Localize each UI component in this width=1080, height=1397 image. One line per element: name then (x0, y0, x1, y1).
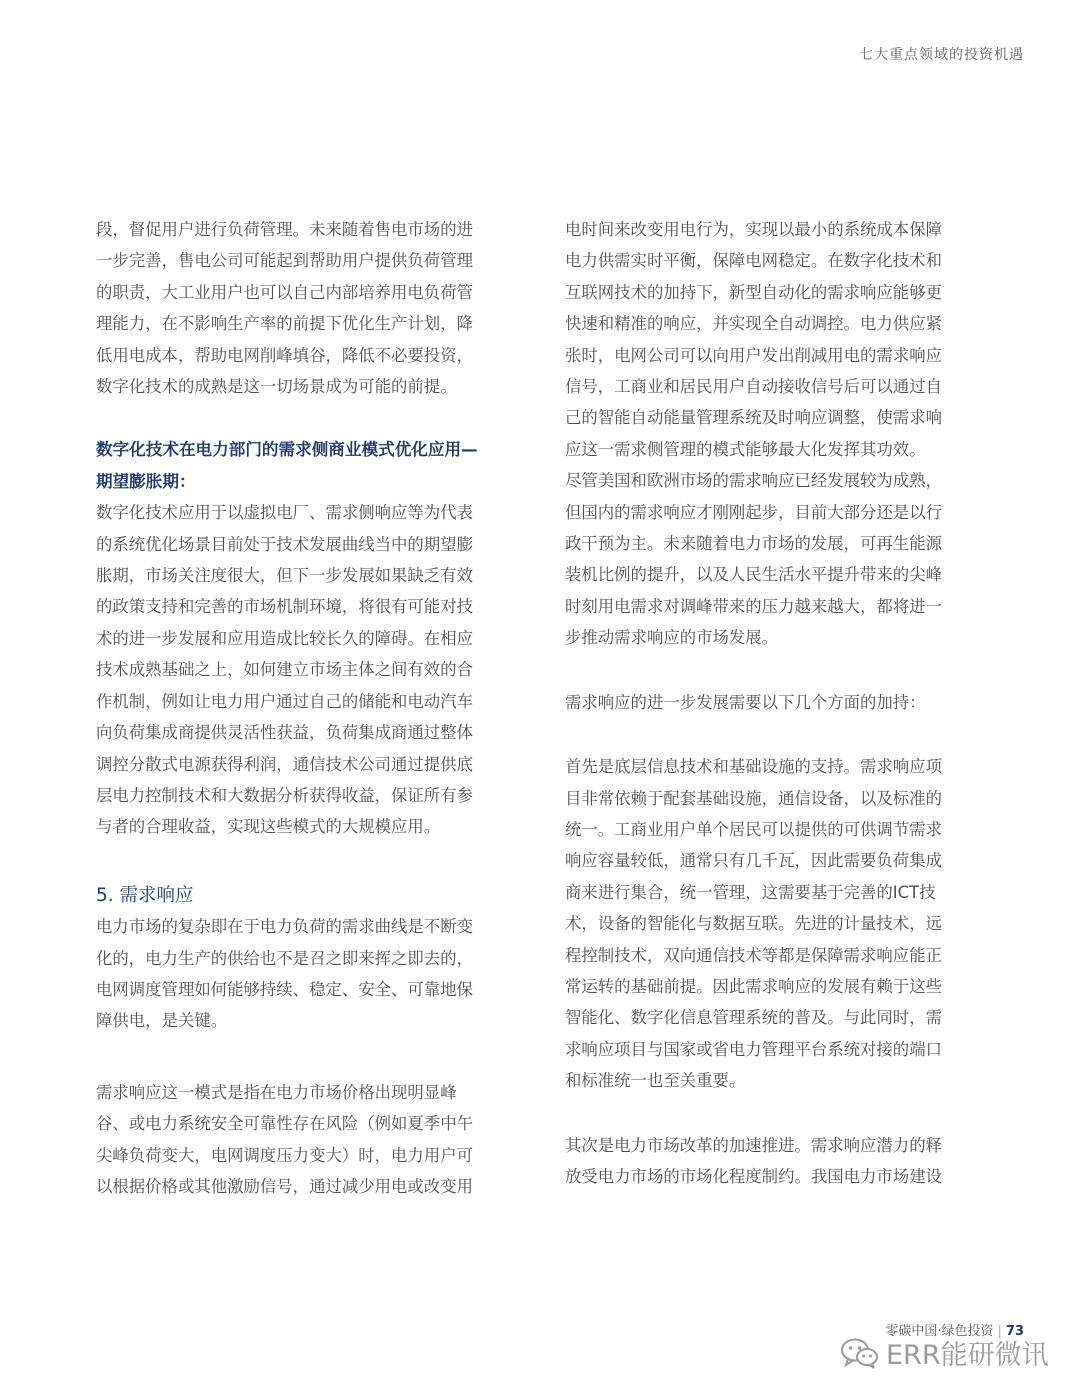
text-line: 己的智能自动能量管理系统及时响应调整，使需求响 (565, 408, 942, 428)
text-line: 的系统优化场景目前处于技术发展曲线当中的期望膨 (96, 534, 473, 554)
text-line: 与者的合理收益，实现这些模式的大规模应用。 (96, 817, 441, 837)
left-column (96, 214, 506, 1202)
section-title: 5. 需求响应 (96, 884, 194, 906)
watermark (840, 1333, 1049, 1372)
text-line: 快速和精准的响应，并实现全自动调控。电力供应紧 (565, 314, 942, 334)
text-line: 统一。工商业用户单个居民可以提供的可供调节需求 (565, 819, 942, 839)
paragraph-4 (565, 1130, 977, 1193)
text-line: 电网调度管理如何能够持续、稳定、安全、可靠地保 (96, 979, 473, 999)
text-line: 需求响应的进一步发展需要以下几个方面的加持： (565, 692, 926, 712)
subheading-line: 期望膨胀期： (96, 471, 196, 491)
text-line: 时刻用电需求对调峰带来的压力越来越大，都将进一 (565, 596, 942, 616)
text-line: 求响应项目与国家或省电力管理平台系统对接的端口 (565, 1039, 942, 1059)
text-line: 商来进行集合，统一管理，这需要基于完善的ICT技 (565, 882, 936, 902)
text-line: 互联网技术的加持下，新型自动化的需求响应能够更 (565, 282, 942, 302)
text-line: 以根据价格或其他激励信号，通过减少用电或改变用 (96, 1176, 473, 1196)
text-line: 首先是底层信息技术和基础设施的支持。需求响应项 (565, 757, 942, 777)
text-line: 步推动需求响应的市场发展。 (565, 628, 779, 648)
text-line: 尖峰负荷变大，电网调度压力变大）时，电力用户可 (96, 1145, 473, 1165)
paragraph-2 (565, 687, 977, 718)
subheading (96, 434, 506, 497)
paragraph-3 (565, 751, 977, 1096)
watermark-text: ERR能研微讯 (886, 1340, 1049, 1371)
text-line: 低用电成本，帮助电网削峰填谷，降低不必要投资， (96, 345, 473, 365)
text-line: 智能化、数字化信息管理系统的普及。与此同时，需 (565, 1008, 942, 1028)
running-header: 七大重点领域的投资机遇 (859, 47, 1024, 63)
text-line: 化的，电力生产的供给也不是召之即来挥之即去的， (96, 948, 473, 968)
text-line: 障供电，是关键。 (96, 1011, 228, 1031)
text-line: 但国内的需求响应才刚刚起步，目前大部分还是以行 (565, 502, 942, 522)
text-line: 和标准统一也至关重要。 (565, 1071, 746, 1091)
text-line: 应这一需求侧管理的模式能够最大化发挥其功效。 (565, 439, 926, 459)
text-line: 的职责，大工业用户也可以自己内部培养用电负荷管 (96, 282, 473, 302)
right-column (565, 214, 977, 1192)
text-line: 谷、或电力系统安全可靠性存在风险（例如夏季中午 (96, 1114, 473, 1134)
text-line: 的政策支持和完善的市场机制环境，将很有可能对技 (96, 597, 473, 617)
text-line: 一步完善，售电公司可能起到帮助用户提供负荷管理 (96, 251, 473, 271)
text-line: 电力供需实时平衡，保障电网稳定。在数字化技术和 (565, 251, 942, 271)
text-line: 政干预为主。未来随着电力市场的发展，可再生能源 (565, 534, 942, 554)
text-line: 理能力，在不影响生产率的前提下优化生产计划，降 (96, 314, 473, 334)
text-line: 程控制技术，双向通信技术等都是保障需求响应能正 (565, 945, 942, 965)
demand-response-paragraph (96, 1077, 506, 1203)
publication-name: 零碳中国·绿色投资 (885, 1324, 994, 1339)
text-line: 层电力控制技术和大数据分析获得收益，保证所有参 (96, 785, 473, 805)
text-line: 放受电力市场的市场化程度制约。我国电力市场建设 (565, 1166, 942, 1186)
wechat-icon (840, 1337, 880, 1369)
text-line: 张时，电网公司可以向用户发出削减用电的需求响应 (565, 345, 942, 365)
text-line: 术，设备的智能化与数据互联。先进的计量技术，远 (565, 914, 942, 934)
text-line: 数字化技术应用于以虚拟电厂、需求侧响应等为代表 (96, 503, 473, 523)
body-paragraph (96, 497, 506, 842)
text-line: 电力市场的复杂即在于电力负荷的需求曲线是不断变 (96, 917, 473, 937)
text-line: 需求响应这一模式是指在电力市场价格出现明显峰 (96, 1082, 457, 1102)
text-line: 尽管美国和欧洲市场的需求响应已经发展较为成熟， (565, 471, 942, 491)
text-line: 信号，工商业和居民用户自动接收信号后可以通过自 (565, 377, 942, 397)
footer-separator: | (997, 1324, 1002, 1339)
text-line: 段，督促用户进行负荷管理。未来随着售电市场的进 (96, 220, 473, 239)
paragraph-1 (565, 214, 977, 654)
text-line: 数字化技术的成熟是这一切场景成为可能的前提。 (96, 377, 457, 397)
text-line: 作机制，例如让电力用户通过自己的储能和电动汽车 (96, 691, 473, 711)
text-line: 响应容量较低，通常只有几千瓦，因此需要负荷集成 (565, 851, 942, 871)
text-line: 术的进一步发展和应用造成比较长久的障碍。在相应 (96, 628, 473, 648)
text-line: 向负荷集成商提供灵活性获益，负荷集成商通过整体 (96, 723, 473, 743)
text-line: 电时间来改变用电行为，实现以最小的系统成本保障 (565, 220, 942, 239)
subheading-line: 数字化技术在电力部门的需求侧商业模式优化应用— (96, 440, 478, 460)
section-paragraph (96, 911, 506, 1037)
intro-paragraph (96, 214, 506, 402)
text-line: 胀期，市场关注度很大，但下一步发展如果缺乏有效 (96, 566, 473, 586)
text-line: 技术成熟基础之上，如何建立市场主体之间有效的合 (96, 660, 473, 680)
page-number: 73 (1005, 1324, 1024, 1339)
text-line: 调控分散式电源获得利润，通信技术公司通过提供底 (96, 754, 473, 774)
text-line: 装机比例的提升，以及人民生活水平提升带来的尖峰 (565, 565, 942, 585)
text-line: 其次是电力市场改革的加速推进。需求响应潜力的释 (565, 1135, 942, 1155)
text-line: 常运转的基础前提。因此需求响应的发展有赖于这些 (565, 976, 942, 996)
text-line: 目非常依赖于配套基础设施，通信设备，以及标准的 (565, 788, 942, 808)
